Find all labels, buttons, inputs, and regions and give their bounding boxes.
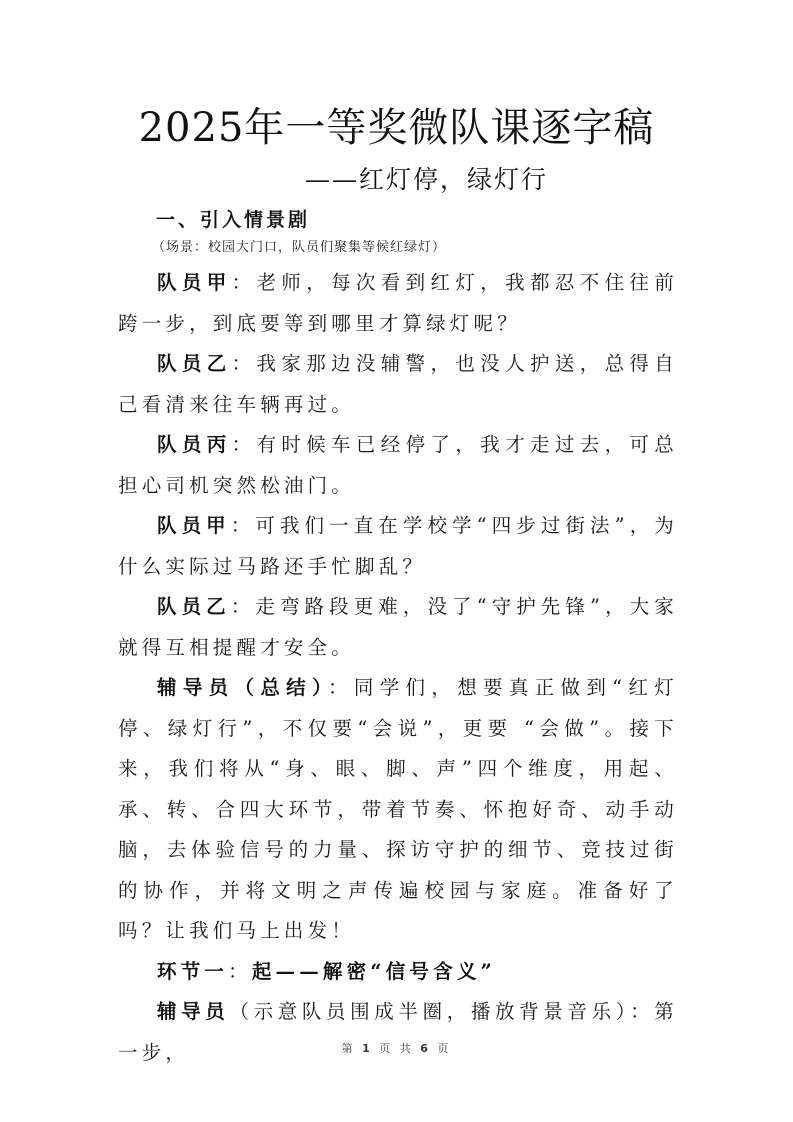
dialogue-text: 有时候车已经停了，我才走过去，可总担心司机突然松油门。 [118,433,678,497]
speaker-label: 队员甲 [157,514,231,537]
dialogue-text: 可我们一直在学校学“四步过街法”，为什么实际过马路还手忙脚乱？ [118,514,678,578]
speaker-label: 队员甲 [157,271,232,294]
speaker-separator: ： [231,433,257,456]
stage-label: 环节一 [157,959,229,983]
dialogue-paragraph [118,263,678,344]
speaker-label: 队员丙 [157,433,232,456]
dialogue-text: 老师，每次看到红灯，我都忍不住往前跨一步，到底要等到哪里才算绿灯呢？ [118,271,678,335]
speaker-separator: ： [231,352,257,375]
dialogue-text: 我家那边没辅警，也没人护送，总得自己看清来往车辆再过。 [118,352,678,416]
speaker-label: 队员乙 [157,352,232,375]
document-subtitle: ——红灯停，绿灯行 [304,165,548,194]
speaker-separator: ： [228,959,252,983]
section-heading: 一、引入情景剧 [156,209,311,231]
dialogue-paragraph [118,587,678,668]
script-body [118,263,678,1073]
speaker-separator: ： [230,595,256,618]
dialogue-paragraph [118,344,678,425]
dialogue-paragraph [118,506,678,587]
scene-note: （场景：校园大门口，队员们聚集等候红绿灯） [152,240,447,255]
speaker-separator: ： [328,676,354,699]
stage-title: 起——解密“信号含义” [251,959,496,983]
speaker-label: 辅导员 [157,1000,230,1023]
speaker-separator: ： [231,271,257,294]
total-page-count: 6 [420,1042,431,1055]
document-title: 2025年一等奖微队课逐字稿 [138,105,655,151]
dialogue-paragraph [118,425,678,506]
footer-middle: 页 共 [379,1042,414,1055]
speaker-label: 辅导员（总结） [157,676,329,699]
dialogue-text: （示意队员围成半圈，播放背景音乐）：第一步， [118,1000,678,1064]
page-footer [0,1040,793,1056]
dialogue-text: 走弯路段更难，没了“守护先锋”，大家就得互相提醒才安全。 [118,595,678,659]
current-page-number: 1 [362,1042,373,1055]
footer-prefix: 第 [341,1042,356,1055]
dialogue-paragraph [118,992,678,1073]
dialogue-text: 同学们，想要真正做到“红灯停、绿灯行”，不仅要“会说”，更要 “会做”。接下来，我们将从“身、眼、脚、声”四个维度，用起、承、转、合四大环节，带着节奏、怀抱好奇、动手动脑，去体验信号的力量、探访守护的细节、竞技过街的协作，并将文明之声传遍校园与家庭。准备好了吗？让我们马上出发！ [118,676,678,942]
summary-paragraph [118,668,678,952]
speaker-label: 队员乙 [157,595,231,618]
speaker-separator: ： [230,514,256,537]
stage-heading [118,952,678,993]
footer-suffix: 页 [437,1042,452,1055]
